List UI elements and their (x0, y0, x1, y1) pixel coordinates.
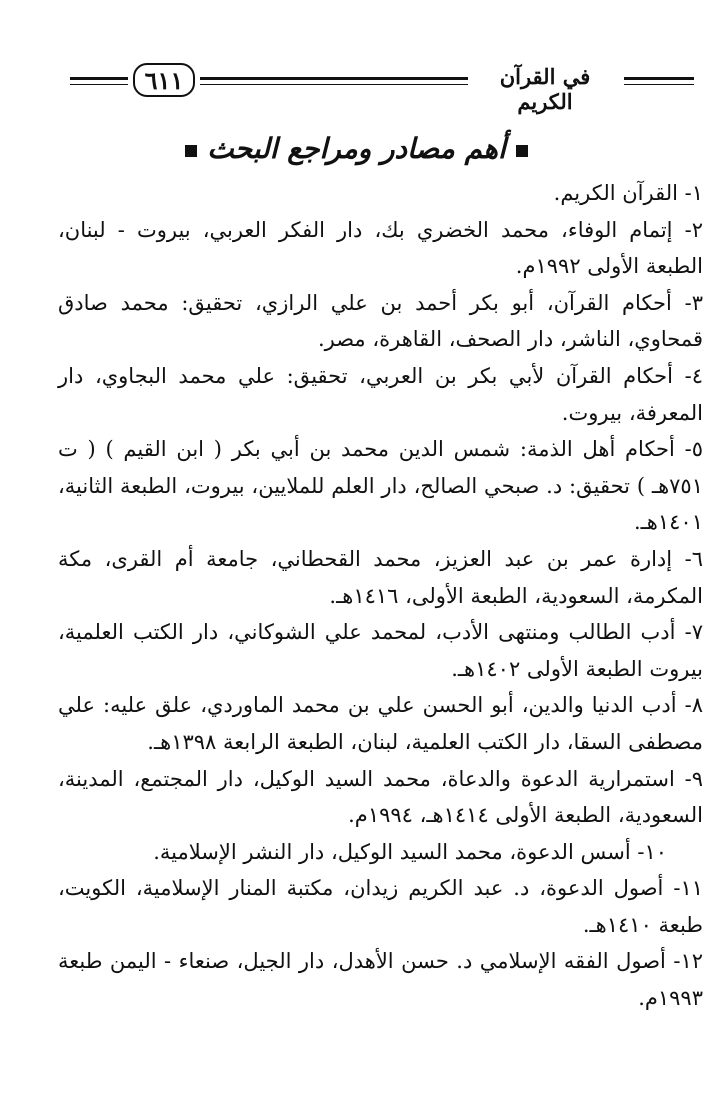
reference-item: ١- القرآن الكريم. (553, 181, 703, 205)
reference-item: ٢- إتمام الوفاء، محمد الخضري بك، دار الفكر العربي، بيروت - لبنان، الطبعة الأولى ١٩٩٢م. (58, 217, 703, 279)
reference-item: ٦- إدارة عمر بن عبد العزيز، محمد القحطاني، جامعة أم القرى، مكة المكرمة، السعودية، الطبعة الأولى، ١٤١٦هـ. (58, 546, 703, 608)
reference-item: ٧- أدب الطالب ومنتهى الأدب، لمحمد علي الشوكاني، دار الكتب العلمية، بيروت الطبعة الأولى ١٤٠٢هـ. (58, 620, 703, 681)
square-bullet-icon (516, 145, 528, 157)
reference-item: ١٢- أصول الفقه الإسلامي د. حسن الأهدل، دار الجيل، صنعاء - اليمن طبعة ١٩٩٣م. (58, 949, 703, 1011)
reference-list (58, 175, 703, 1017)
section-title-text: أهم مصادر ومراجع البحث (207, 132, 506, 165)
reference-item: ٤- أحكام القرآن لأبي بكر بن العربي، تحقيق: علي محمد البجاوي، دار المعرفة، بيروت. (58, 363, 703, 425)
header-rule-middle-thin (200, 84, 468, 85)
header-rule-left (70, 77, 128, 80)
page-number: ٦١١ (133, 63, 195, 97)
header-rule-middle (200, 77, 468, 80)
reference-item: ١٠- أسس الدعوة، محمد السيد الوكيل، دار النشر الإسلامية. (153, 839, 667, 864)
header-rule-left-thin (70, 84, 128, 85)
reference-item: ٨- أدب الدنيا والدين، أبو الحسن علي بن محمد الماوردي، علق عليه: علي مصطفى السقا، دار الكتب العلمية، لبنان، الطبعة الرابعة ١٣٩٨هـ. (58, 693, 703, 754)
square-bullet-icon (185, 145, 197, 157)
section-title (0, 132, 713, 165)
reference-item: ٥- أحكام أهل الذمة: شمس الدين محمد بن أبي بكر ( ابن القيم ) ( ت ٧٥١هـ ) تحقيق: د. صبحي الصالح، دار العلم للملايين، بيروت، الطبعة الثانية، ١٤٠١هـ. (58, 437, 703, 535)
reference-item: ٣- أحكام القرآن، أبو بكر أحمد بن علي الرازي، تحقيق: محمد صادق قمحاوي، الناشر، دار الصحف، القاهرة، مصر. (58, 290, 703, 352)
reference-item: ١١- أصول الدعوة، د. عبد الكريم زيدان، مكتبة المنار الإسلامية، الكويت، طبعة ١٤١٠هـ. (58, 876, 703, 937)
running-title: في القرآن الكريم (499, 64, 591, 114)
header-rule-right (624, 77, 694, 80)
page-header (0, 54, 713, 114)
header-rule-right-thin (624, 84, 694, 85)
reference-item: ٩- استمرارية الدعوة والدعاة، محمد السيد الوكيل، دار المجتمع، المدينة، السعودية، الطبعة الأولى ١٤١٤هـ، ١٩٩٤م. (58, 766, 703, 828)
